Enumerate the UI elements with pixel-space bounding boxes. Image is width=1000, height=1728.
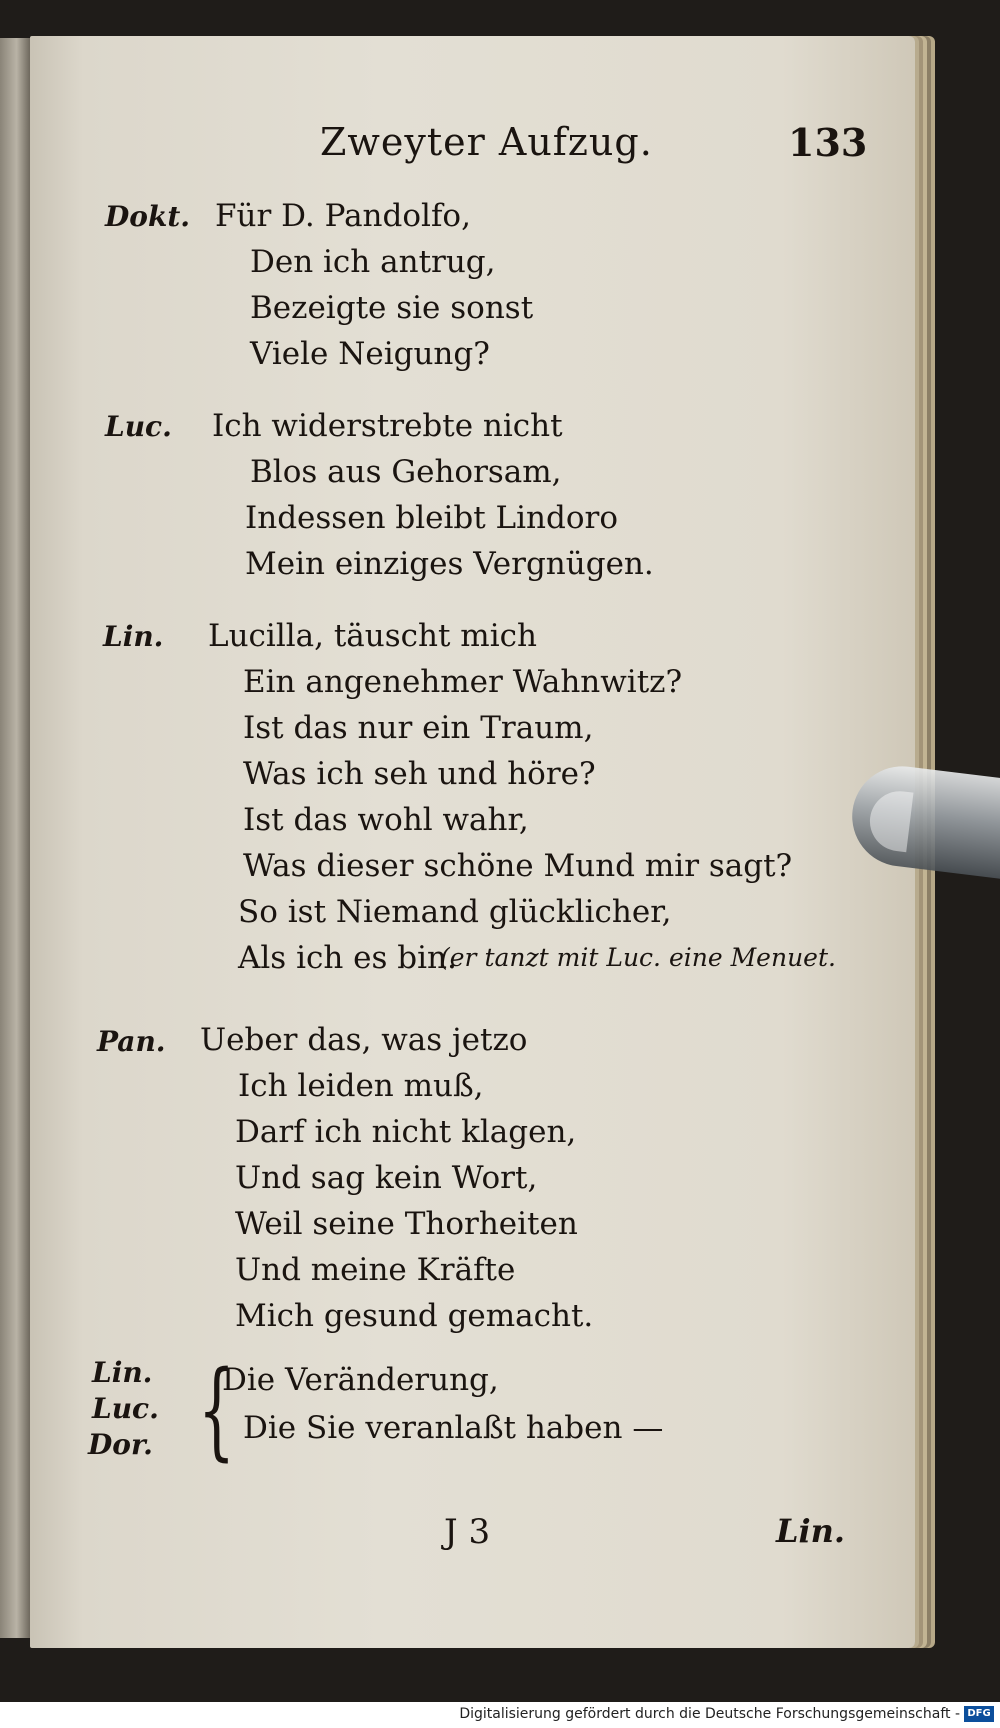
stage-direction: (er tanzt mit Luc. eine Menuet. — [440, 943, 836, 972]
verse-line: Was ich seh und höre? — [243, 756, 596, 792]
verse-line: Weil seine Thorheiten — [235, 1206, 578, 1242]
verse-line: Ich widerstrebte nicht — [212, 408, 563, 444]
dfg-logo: DFG — [964, 1706, 994, 1722]
verse-line: Den ich antrug, — [250, 244, 496, 280]
speaker-label: Luc. — [105, 410, 172, 443]
verse-line: Indessen bleibt Lindoro — [245, 500, 619, 536]
verse-line: Lucilla, täuscht mich — [208, 618, 537, 654]
curly-brace: { — [198, 1348, 236, 1471]
catchword: Lin. — [776, 1512, 846, 1550]
verse-line: So ist Niemand glücklicher, — [238, 894, 672, 930]
verse-line: Blos aus Gehorsam, — [250, 454, 562, 490]
speaker-label: Dokt. — [105, 200, 191, 233]
credit-bar — [0, 1702, 1000, 1728]
page-header-title: Zweyter Aufzug. — [320, 120, 653, 164]
signature-mark: J 3 — [444, 1512, 491, 1552]
verse-line: Als ich es bin. — [238, 940, 457, 976]
verse-line: Mein einziges Vergnügen. — [245, 546, 654, 582]
verse-line: Ein angenehmer Wahnwitz? — [243, 664, 683, 700]
verse-line: Und sag kein Wort, — [235, 1160, 538, 1196]
verse-line: Die Veränderung, — [222, 1362, 499, 1398]
speaker-label: Dor. — [88, 1428, 153, 1461]
verse-line: Und meine Kräfte — [235, 1252, 516, 1288]
speaker-label: Luc. — [92, 1392, 159, 1425]
page-number: 133 — [788, 120, 868, 165]
credit-text: Digitalisierung gefördert durch die Deutsche Forschungsgemeinschaft - — [459, 1706, 960, 1722]
verse-line: Ist das nur ein Traum, — [243, 710, 594, 746]
speaker-label: Lin. — [103, 620, 164, 653]
verse-line: Mich gesund gemacht. — [235, 1298, 594, 1334]
speaker-label: Lin. — [92, 1356, 153, 1389]
verse-line: Ist das wohl wahr, — [243, 802, 529, 838]
verse-line: Bezeigte sie sonst — [250, 290, 534, 326]
speaker-label: Pan. — [97, 1025, 166, 1058]
show-through-text — [730, 186, 740, 394]
verse-line: Viele Neigung? — [250, 336, 490, 372]
verse-line: Die Sie veranlaßt haben — — [243, 1410, 664, 1446]
verse-line: Darf ich nicht klagen, — [235, 1114, 577, 1150]
verse-line: Ich leiden muß, — [238, 1068, 484, 1104]
left-page-edge — [0, 38, 30, 1638]
verse-line: Für D. Pandolfo, — [215, 198, 471, 234]
verse-line: Ueber das, was jetzo — [200, 1022, 528, 1058]
verse-line: Was dieser schöne Mund mir sagt? — [243, 848, 793, 884]
